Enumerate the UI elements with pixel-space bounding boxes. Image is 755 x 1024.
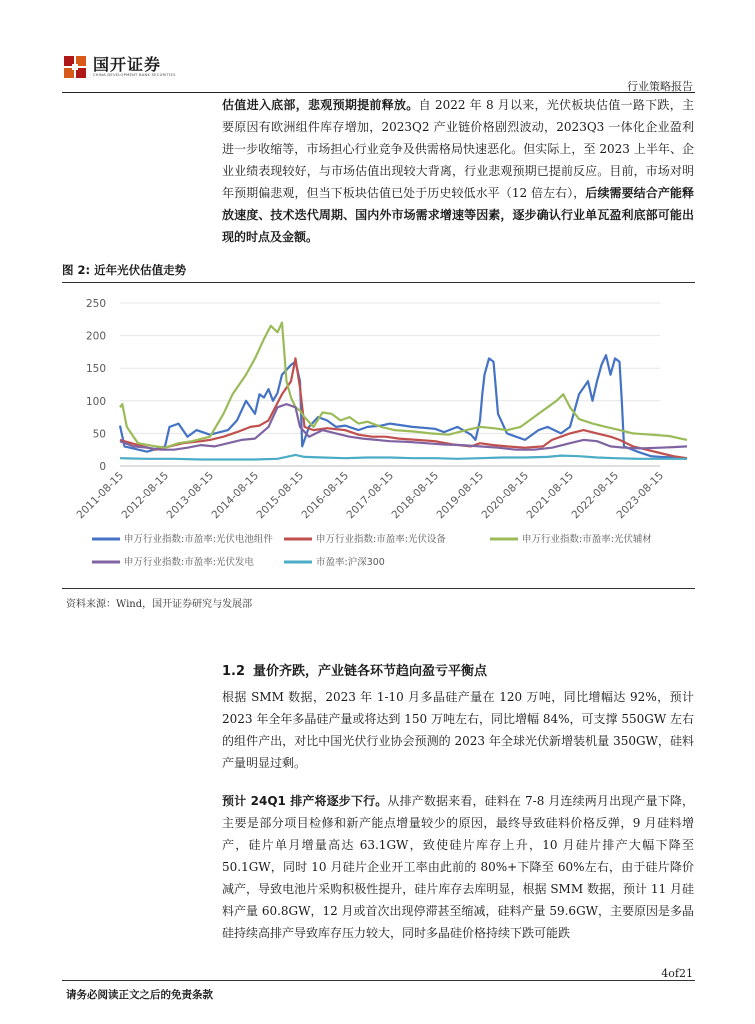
x-tick-label: 2015-08-15 bbox=[254, 469, 307, 522]
paragraph-body: 自 2022 年 8 月以来，光伏板块估值一路下跌，主要原因有欧洲组件库存增加，2023Q2 产业链价格剧烈波动，2023Q3 一体化企业盈利进一步收缩等，市场担心行业竞争及供需格局快速恶化。但实际上，至 2023 上半年、企业业绩表现较好，与市场估值出现较大背离，行业悲观预期已提前反应。目前，市场对明年预期偏悲观，但当下板块估值已处于历史较低水平（12 倍左右）， bbox=[222, 98, 694, 200]
logo-subtext: CHINA DEVELOPMENT BANK SECURITIES bbox=[93, 73, 176, 77]
series-line bbox=[120, 455, 687, 460]
section-heading bbox=[222, 660, 487, 679]
series-line bbox=[120, 323, 687, 448]
page-number: 4of21 bbox=[661, 967, 693, 980]
x-tick-label: 2014-08-15 bbox=[209, 469, 262, 522]
x-tick-label: 2018-08-15 bbox=[389, 469, 442, 522]
x-tick-label: 2016-08-15 bbox=[299, 469, 352, 522]
x-tick-label: 2013-08-15 bbox=[164, 469, 217, 522]
x-tick-label: 2011-08-15 bbox=[74, 469, 127, 522]
paragraph-production-outlook bbox=[222, 790, 694, 944]
paragraph-valuation bbox=[222, 94, 694, 248]
y-tick-label: 0 bbox=[99, 461, 106, 473]
figure-top-divider bbox=[62, 282, 695, 283]
legend-label: 申万行业指数:市盈率:光伏设备 bbox=[316, 534, 446, 545]
logo-icon bbox=[64, 56, 86, 78]
y-tick-label: 200 bbox=[85, 330, 106, 343]
figure-caption: 图 2: 近年光伏估值走势 bbox=[62, 263, 187, 277]
footer-divider bbox=[62, 980, 695, 981]
header-divider bbox=[62, 92, 695, 93]
paragraph-tail-bold: 后续需要结合产能释放速度、技术迭代周期、国内外市场需求增速等因素，逐步确认行业单瓦盈利底部可能出现的时点及金额。 bbox=[222, 186, 694, 244]
x-tick-label: 2023-08-15 bbox=[614, 469, 667, 522]
y-tick-label: 100 bbox=[85, 395, 106, 408]
disclaimer: 请务必阅读正文之后的免责条款 bbox=[66, 989, 213, 1001]
x-tick-label: 2020-08-15 bbox=[479, 469, 532, 522]
figure-bottom-divider bbox=[62, 588, 695, 589]
paragraph-body: 从排产数据来看，硅料在 7-8 月连续两月出现产量下降，主要是部分项目检修和新产能点增量较少的原因，最终导致硅料价格反弹，9 月硅料增产，硅片单月增量高达 63.1GW，致使硅片库存上升，10 月硅片排产大幅下降至 50.1GW，同时 10 月硅片企业开工率由此前的 80%+下降至 60%左右，由于硅片降价减产，导致电池片采购积极性提升，硅片库存去库明显，根据 SMM 数据，预计 11 月硅料产量 60.8GW，12 月或首次出现停滞甚至缩减，硅料产量 59.6GW，主要原因是多晶硅持续高排产导致库存压力较大，同时多晶硅价格持续下跌可能跌 bbox=[222, 794, 694, 940]
logo-text: 国开证券 bbox=[93, 55, 162, 74]
paragraph-lead-bold: 预计 24Q1 排产将逐步下行。 bbox=[222, 794, 388, 808]
paragraph-lead-bold: 估值进入底部，悲观预期提前释放。 bbox=[222, 98, 419, 112]
legend-label: 申万行业指数:市盈率:光伏发电 bbox=[124, 557, 254, 568]
paragraph-polysilicon-output: 根据 SMM 数据，2023 年 1-10 月多晶硅产量在 120 万吨，同比增幅达 92%，预计 2023 年全年多晶硅产量或将达到 150 万吨左右，同比增幅 84%，可支撑 550GW 左右的组件产出，对比中国光伏行业协会预测的 2023 年全球光伏新增装机量 350GW，硅料产量明显过剩。 bbox=[222, 690, 694, 770]
figure-source: 资料来源：Wind，国开证券研究与发展部 bbox=[66, 599, 253, 610]
section-number: 1.2 bbox=[222, 664, 246, 679]
legend-label: 市盈率:沪深300 bbox=[316, 557, 385, 568]
section-title-text: 量价齐跌，产业链各环节趋向盈亏平衡点 bbox=[253, 664, 488, 679]
y-tick-label: 250 bbox=[85, 298, 106, 310]
valuation-line-chart bbox=[62, 286, 695, 586]
y-tick-label: 150 bbox=[85, 363, 106, 376]
x-tick-label: 2017-08-15 bbox=[344, 469, 397, 522]
legend-label: 申万行业指数:市盈率:光伏电池组件 bbox=[124, 534, 273, 545]
x-tick-label: 2022-08-15 bbox=[569, 469, 622, 522]
legend-label: 申万行业指数:市盈率:光伏辅材 bbox=[522, 534, 652, 545]
x-tick-label: 2012-08-15 bbox=[119, 469, 172, 522]
x-tick-label: 2021-08-15 bbox=[524, 469, 577, 522]
y-tick-label: 50 bbox=[92, 428, 106, 441]
report-type: 行业策略报告 bbox=[627, 80, 693, 93]
x-tick-label: 2019-08-15 bbox=[434, 469, 487, 522]
